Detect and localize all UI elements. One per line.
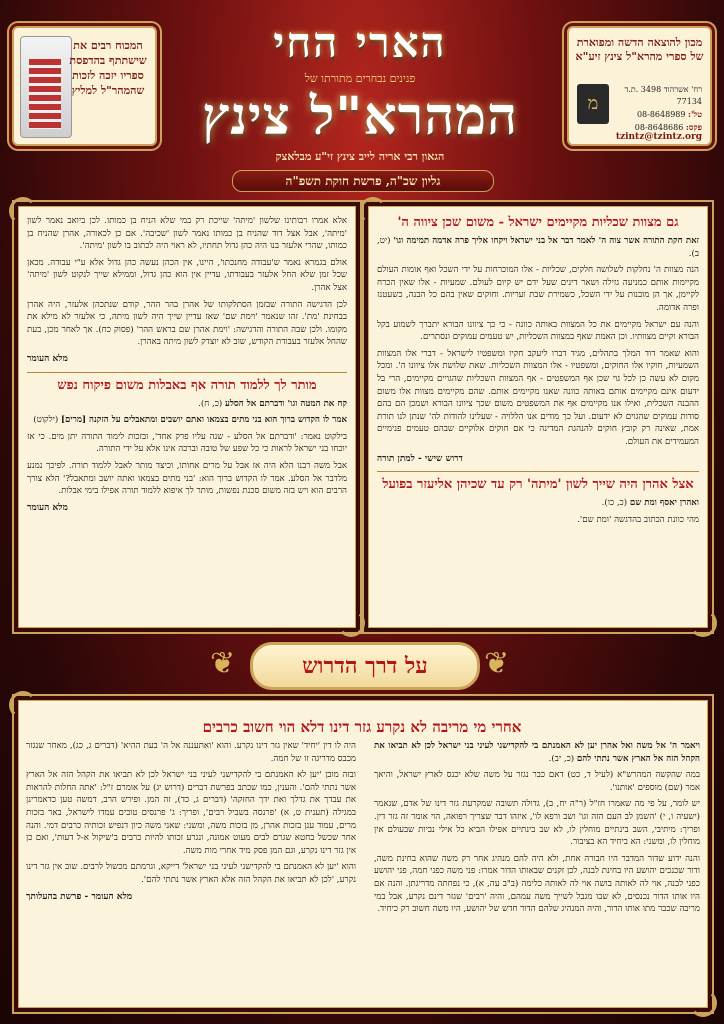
flourish-icon: ❦ (210, 646, 236, 681)
address: רח' אשרהוד 3498 .ת.ד 77134 (624, 85, 702, 106)
left-paragraph: לכן הדגישה התורה שבזמן הסתלקותו של אהרן בהר ההר, קודם שנתכהן אלעזר, היה אהרן בבחינת 'מת'. זהו שנאמר 'וימת שם' שאז עדיין שייך היה לשון מיתה, כי אלעזר לא מילא את מקומו. ולכן שבה התורה והדגישה: 'וימת אהרן שם בראש ההר' (פסוק כח). אך לאחר מכן, בעת שהחל אלעזר בעבודת הקודש, שוב לא יוצדק לשון מיתה באהרן. (27, 299, 347, 348)
bottom-source: מלא העומר - פרשת בהעלותך (26, 891, 133, 902)
left-paragraph: אולם בגמרא נאמר ש'עבודה מחנכתו', היינו, אין הכהן נעשה כהן גדול אלא ע"י עבודה. מכאן שכל זמן שלא החל אלעזר בעבודתו, עדיין אין הוא כהן גדול, וממילא שייך לנקוט לשון 'מיתה' אצל אהרן. (27, 257, 347, 293)
fax: 08-8648686 (634, 123, 684, 132)
books-image (20, 36, 72, 138)
right-heading-2: אצל אהרן היה שייך לשון 'מיתה' רק עד שכיהן אליעזר בפועל (382, 477, 694, 493)
left-quote-2: אמר לו הקדוש ברוך הוא בני מתים בצמאו ואתם יושבים ומתאבלים על הזקנה [מרים] (60, 415, 347, 426)
left-paragraph: אלא אמרו רבותינו שלשון 'מיתה' שייכת רק במי שלא הניח בן כמותו. לכן ביואב נאמר לשון 'מיתה', אבל אצל דוד שהניח בן כמותו נאמר לשון 'שכיבה'. אם כן לכאורה, אהרן שהניח בן כמותו, שהרי אלעזר בנו היה כהן גדול תחתיו, לא ראוי היה לכתוב בו לשון 'מיתה'. (27, 216, 347, 252)
right-quote-1-ref: (יט, ב). (377, 236, 699, 259)
org-logo: מ (577, 84, 609, 124)
divider (377, 471, 699, 472)
right-panel (368, 206, 708, 628)
bottom-quote: ויאמר ה' אל משה ואל אהרן יען לא האמנתם בי להקדישני לעיני בני ישראל לכן לא תביאו את הקהל הזה אל הארץ אשר נתתי להם (374, 741, 700, 764)
issue-badge: גליון שכ"ה, פרשת חוקת תשפ"ה (232, 170, 494, 192)
bottom-paragraph: והוא 'יען לא האמנתם בי להקדישני לעיני בני ישראל' דייקא, וגרמתם מכשול לרבים. שוב אין גזר דינו נקרע, 'לכן לא תביאו את הקהל הזה אלא הארץ אשר נתתי להם'. (26, 862, 356, 885)
left-paragraph: אבל משה רבנו הלא היה אז אבל על מרים אחותו, וכיצד מותר לאבל ללמוד תורה. לפיכך נמנע מלדבר אל הסלע. אמר לו הקדוש ברוך הוא: 'בני מתים בצמאו ואתה יושב ומתאבל?' הלא צורך הרבים הוא ויש בזה משום סכנת נפשות, מותר לך איפוא ללמוד תורה אפילו בימי אבלות. (27, 460, 347, 497)
org-name: מכון להוצאה הדשה ומפוארת של ספרי מהרא"ל צינץ זיע"א (575, 36, 704, 63)
subtitle: פנינים נבחרים מתורתו של (304, 72, 416, 85)
left-source: מלא העומר (27, 502, 68, 513)
title-top: הארי החי (273, 18, 447, 67)
bottom-paragraph: במה שהקשה המהרש"א (לעיל ד, כט) דאם כבר נגזר על משה שלא יכנס לארץ ישראל, והיאך אמר (שם) מוספים 'אותנו'. (374, 770, 700, 793)
bottom-paragraph: והנה ידוע שדור המדבר היו חבורה אחת, ולא היה להם מנהיג אחר רק משה שהוא בחינת משה, ודור שכנכים יהושע היו בחינת לבנה, לכן זקנים שבאותו הדור אמרו: פני משה כפני חמה, פני יהושע כפני לבנה, אוי לה לאותה בושה אוי לה לאותה כלימה (ב"ב עה, א), כי נפחתה מדריגתן. והנה אם היו אותו הדור נכנסים, לא שבו מגבל לשייך משה עמהם, והיה 'רבים' שגזר דינם נקרע, אבל במי מריבה שכבר מתו אותו הדור, והיה המנהיג שלהם הדור חדש של יהושע, היו משה חשוב רק כיחיד. (374, 853, 700, 915)
left-heading-2: מותר לך ללמוד תורה אף באבלות משום פיקוח נפש (57, 377, 317, 393)
left-paragraph: בילקוט נאמר: 'ודברתם אל הסלע - שנה עליו פרק אחד', ובזכות לימוד התורה יתן מים. כי אז יוכחו בני ישראל לראות כי כל שפע של טובה וברכה אינו אלא על ידי התורה. (27, 431, 347, 455)
left-quote-1-ref: (כ, ח). (198, 398, 223, 409)
bottom-right-column (374, 740, 700, 1002)
bottom-paragraph: ובזה מובן 'יען לא האמנתם בי להקדישני לעיני בני ישראל לכן לא תביאו את הקהל הזה אל הארץ אשר נתתי להם'. והענין, כמו שכתב בפרשת דברים (דרוש יג) על אומרם ז"ל: 'אתה החלות להראות את עבדך את גדלך ואת ידך החזקה' (דברים ג, כד), זה המן. ופירש הרב, דמשה טען כדאמרינן במגילה (תענית ט, א) 'פרנסה בשביל רבים', ופריך: ג' פרנסים טובים עמדו לישראל, באר בזכות מרים, עמוד ענן בזכות אהרן, מן בזכות משה, ומשני: שאני משה כיון דנפיש זכותיה כרבים דמי. והנה אחר שכשל בחטא שגרם לבים מעוט אמונה, ונגרע זכותו להיות כרבים ב'שיקול א-ל דעות', ואם כן אין גזר דינו נקרע, וגם המן פסק מיד אחרי מות משה. (26, 770, 356, 856)
org-box (567, 26, 712, 146)
right-column (377, 215, 699, 619)
title-main: המהרא"ל צינץ (202, 86, 518, 147)
right-paragraph: הנה מצוות ה' נחלקות לשלושה חלקים, שכליות - אלו המוכרחות על ידי השכל ואף אומות העולם מקיימות אותם כמניעה גזילה ושאר דינים שעל ידם יש קיום לעולם. שמעיות - אלו שאין הכרח לקיימן, אך הן מובנות על ידי השכל, כשמירת שבת ועריות. וחוקים שאין בהם כל הבנה, כשעטנז ופרה אדומה. (377, 265, 699, 313)
bottom-heading: אחרי מי מריבה לא נקרע גזר דינו דלא הוי חשוב כרבים (202, 718, 522, 736)
left-quote-2-ref: (ילקוט) (33, 415, 59, 426)
bottom-paragraph: היה לו דין 'יחיד' שאין גזר דינו נקרע. והוא 'ואתעננה אל ה' בעת ההיא' (דברים ג, כג), מאחר שנגזר מכבס מדריגה זו של חמה. (26, 741, 356, 764)
right-paragraph: והוא שאמר דוד המלך בתהלים, מגיד דברו ליעקב חקיו ומשפטיו לישראל - דברי אלו המצוות השמעיות, חוקיו אלו החוקים, ומשפטיו - אלו המצוות השכליות. שאת שלושת אלו ציוונו ה'. ומכל מקום לא עשה כן לכל גוי שכן אף המשפטים - אף המצוות השכליות שהגויים מקיימים, הרי בל ידעום אינם מקיימים אותם באותה כוונה שאנו מקיימים אותם. שהם מקיימים מצוות אלו משום ההבנה השכלית, ואילו אנו מקיימים אף את המשפטים משום שכך ציוונו הבורא ושמכן הם בהם סודות עמוקים שהגוים לא ידעום. ועל כך מודים אנו הללויה - שעלינו להודות לה' שנתן לנו תורת אמת, שאינה רק קובץ חוקים להנהגת המדינה כי אם חוקים אלוקיים שבהם טעמים פנימיים המעמידים את העולם. (377, 348, 699, 447)
author-line: הגאון רבי אריה לייב צינץ זי"ע מבלאצק (275, 150, 445, 163)
phone-label: טל': (688, 109, 702, 119)
left-source: מלא העומר (27, 353, 68, 364)
divider (27, 372, 347, 373)
right-quote-2: ואהרן יאסף ומת שם (629, 498, 699, 509)
right-quote-1: זאת חקת התורה אשר צוה ה' לאמר דבר אל בני ישראל ויקחו אליך פרה אדמה תמימה וגו' (393, 236, 699, 246)
left-panel (18, 206, 356, 628)
right-source: דרוש שישי - למתן תורה (377, 453, 463, 464)
bottom-left-column (26, 740, 356, 1002)
flourish-icon: ❦ (484, 646, 510, 681)
bottom-paragraph: יש לומר, על פי מה שאמרו חז"ל (ר"ה יח, ב), גדולה תשובה שמקרעת גזר דינו של אדם, שנאמר (ישעיה ו, י) 'השמן לב העם הזה וגו' ושב ורפא לו', איזהו דבר שצריך רפואה, הוי אומר זה גזר דין. ופריך: מיתיבי, השב בינתיים מוחלין לו, לא שב בינתיים אפילו הביא כל אילי נביות שבעולם אין מוחלין לו, ומשני: הא ביחיד הא בציבור. (374, 799, 700, 848)
bottom-quote-ref: (כ, יב). (548, 753, 575, 764)
right-paragraph: והנה עם ישראל מקיימים את כל המצוות באותה כוונה - כי כך ציוונו הבורא יתברך לשמוע בקל הבורא וקיים מצוותיו. וכן האמת שאף במצוות השכליות, יש טעמים עמוקים ונסתרים. (377, 319, 699, 343)
contact-info (607, 84, 702, 134)
right-heading-1: גם מצוות שכליות מקיימים ישראל - משום שכן ציווה ה' (397, 215, 679, 230)
right-paragraph: מהי כוונת הכתוב בהדגשה 'ומת שם'. (577, 514, 699, 525)
right-quote-2-ref: (כ, כו). (601, 498, 628, 509)
promo-box (12, 26, 157, 146)
promo-text: המכוח רבים את שישתתף בהדפסת ספריו יזכה לזכות שהמהר"ל למליץ (69, 39, 147, 97)
header (0, 0, 724, 190)
left-column (27, 215, 347, 619)
phone: 08-8648989 (636, 110, 686, 119)
left-quote-1: קח את המטה וגו' ודברתם אל הסלע (225, 398, 347, 409)
email-link[interactable]: tzintz@tzintz.org (615, 132, 702, 142)
section-banner: על דרך הדרוש (250, 642, 480, 690)
fax-label: פקס: (685, 122, 702, 132)
